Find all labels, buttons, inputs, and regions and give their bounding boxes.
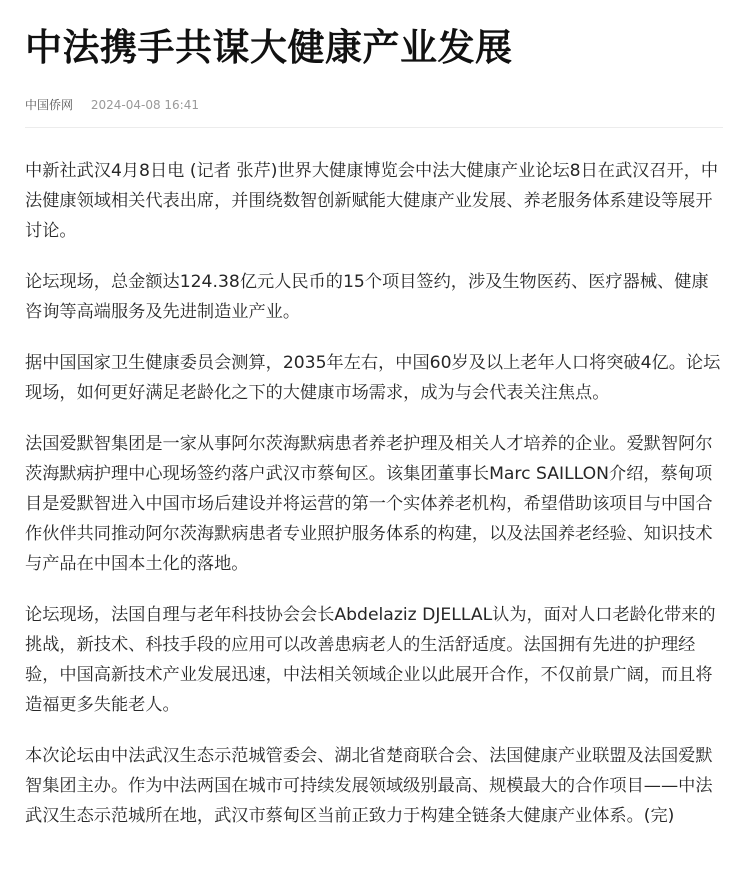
paragraph: 论坛现场，总金额达124.38亿元人民币的15个项目签约，涉及生物医药、医疗器械、健康咨询等高端服务及先进制造业产业。 <box>25 272 709 322</box>
article-body <box>25 156 725 852</box>
paragraph: 本次论坛由中法武汉生态示范城管委会、湖北省楚商联合会、法国健康产业联盟及法国爱默智集团主办。作为中法两国在城市可持续发展领域级别最高、规模最大的合作项目——中法武汉生态示范城所在地，武汉市蔡甸区当前正致力于构建全链条大健康产业体系。(完) <box>25 746 713 826</box>
article-meta <box>25 96 199 114</box>
paragraph: 法国爱默智集团是一家从事阿尔茨海默病患者养老护理及相关人才培养的企业。爱默智阿尔茨海默病护理中心现场签约落户武汉市蔡甸区。该集团董事长Marc SAILLON介绍，蔡甸项目是爱默智进入中国市场后建设并将运营的第一个实体养老机构，希望借助该项目与中国合作伙伴共同推动阿尔茨海默病患者专业照护服务体系的构建，以及法国养老经验、知识技术与产品在中国本土化的落地。 <box>25 434 713 574</box>
article-source[interactable]: 中国侨网 <box>25 98 74 112</box>
meta-divider <box>25 127 723 128</box>
paragraph: 据中国国家卫生健康委员会测算，2035年左右，中国60岁及以上老年人口将突破4亿。论坛现场，如何更好满足老龄化之下的大健康市场需求，成为与会代表关注焦点。 <box>25 353 721 403</box>
paragraph: 论坛现场，法国自理与老年科技协会会长Abdelaziz DJELLAL认为，面对人口老龄化带来的挑战，新技术、科技手段的应用可以改善患病老人的生活舒适度。法国拥有先进的护理经验，中国高新技术产业发展迅速，中法相关领域企业以此展开合作，不仅前景广阔，而且将造福更多失能老人。 <box>25 605 716 715</box>
article-title: 中法携手共谋大健康产业发展 <box>25 26 513 69</box>
paragraph: 中新社武汉4月8日电 (记者 张芹)世界大健康博览会中法大健康产业论坛8日在武汉召开，中法健康领域相关代表出席，并围绕数智创新赋能大健康产业发展、养老服务体系建设等展开讨论。 <box>25 161 719 241</box>
article-datetime: 2024-04-08 16:41 <box>90 98 199 112</box>
